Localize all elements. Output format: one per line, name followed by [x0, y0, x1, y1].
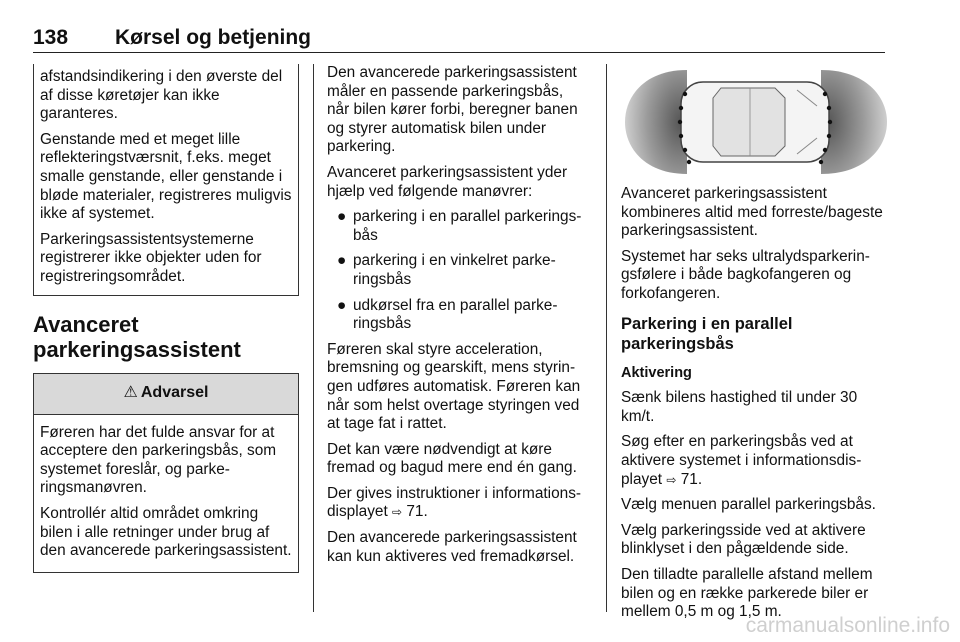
paragraph: Føreren har det fulde ansvar for at acceptere den parkeringsbås, som systemet foreslår, og parkeringsmanøvren.: [40, 423, 277, 497]
list-item-text: parkering i en parallel parkeringsbås: [353, 208, 582, 244]
page-reference[interactable]: 71.: [680, 470, 703, 488]
rear-sensor-zone: [625, 70, 687, 174]
section-title-line: parkeringsassistent: [33, 336, 241, 362]
section-title: [33, 312, 299, 362]
paragraph: Kontrollér altid området omkring bilen i alle retninger under brug af den avancerede parkeringsassistent.: [40, 504, 292, 560]
subsection-title-line: Parkering i en parallel: [621, 314, 793, 333]
page-number: 138: [33, 26, 69, 49]
list-item-text: udkørsel fra en parallel parkeringsbås: [353, 296, 558, 333]
paragraph: Føreren skal styre acceleration, bremsning og gearskift, mens styringen udføres automatisk. Føreren kan når som helst overtage styringen ved at tage fat i rattet.: [327, 340, 581, 433]
list-item-text: parkering i en vinkelret parkeringsbås: [353, 252, 556, 288]
car-roof-icon: [713, 88, 785, 156]
paragraph: Det kan være nødvendigt at køre fremad og bagud mere end én gang.: [327, 440, 577, 477]
paragraph: Avanceret parkeringsassistent kombineres altid med forreste/bageste parkeringsassistent.: [621, 185, 883, 240]
note-box: [33, 64, 299, 296]
paragraph: Genstande med et meget lille reflekteringstværsnit, f.eks. meget smalle genstande, eller genstande i bløde materialer, registreres muligvis ikke af systemet.: [40, 130, 292, 223]
warning-header: [34, 374, 298, 415]
paragraph: Vælg parkeringsside ved at aktivere blinklyset i den pågældende side.: [621, 521, 866, 558]
paragraph-text: Der gives instruktioner i informationsdisplayet: [327, 484, 582, 521]
parking-sensor-figure: [625, 66, 887, 178]
paragraph: [621, 433, 889, 489]
warning-body: [34, 415, 298, 572]
bullet-icon: ●: [337, 296, 347, 314]
paragraph: [327, 485, 589, 522]
paragraph: afstandsindikering i den øverste del af disse køretøjer kan ikke garanteres.: [40, 68, 283, 123]
page-reference[interactable]: 71.: [406, 503, 428, 521]
chapter-title: Kørsel og betjening: [115, 26, 312, 49]
subsection-title-line: parkeringsbås: [621, 334, 734, 353]
page-header: [33, 26, 885, 53]
bullet-icon: ●: [337, 252, 347, 270]
subheading: Aktivering: [621, 364, 692, 381]
column-divider: [313, 64, 314, 612]
column-divider: [606, 64, 607, 612]
warning-box: [33, 373, 299, 573]
column-left: [33, 64, 299, 573]
paragraph: Systemet har seks ultralydsparkeringsfølere i både bagkofangeren og forkofangeren.: [621, 247, 870, 302]
paragraph: Den avancerede parkeringsassistent kan kun aktiveres ved fremadkørsel.: [327, 529, 577, 565]
paragraph: Den tilladte parallelle afstand mellem bilen og en række parkerede biler er mellem 0,5 m og 1,5 m.: [621, 565, 873, 621]
warning-title: Advarsel: [140, 384, 209, 402]
section-title-line: Avanceret: [33, 311, 139, 337]
paragraph-text: Søg efter en parkeringsbås ved at aktivere systemet i informationsdisplayet: [621, 433, 862, 488]
paragraph: Sænk bilens hastighed til under 30 km/t.: [621, 389, 858, 425]
list-item: [327, 208, 589, 245]
warning-icon: ⚠: [123, 384, 138, 402]
paragraph: Parkeringsassistentsystemerne registrerer ikke objekter uden for registreringsområdet.: [40, 230, 262, 285]
paragraph: Vælg menuen parallel parkeringsbås.: [621, 496, 876, 514]
bullet-icon: ●: [337, 208, 347, 226]
list-item: [327, 297, 589, 334]
subsection-title: [621, 314, 889, 354]
watermark: carmanualsonline.info: [745, 614, 950, 637]
column-middle: [327, 64, 589, 573]
list-item: [327, 252, 589, 289]
column-right: [621, 185, 889, 629]
page-reference-icon: ⇨: [392, 505, 403, 520]
paragraph: Den avancerede parkeringsassistent måler en passende parkeringsbås, når bilen kører forbi, beregner banen og styrer automatisk bilen under parkering.: [327, 64, 578, 156]
page-reference-icon: ⇨: [666, 472, 677, 487]
paragraph: Avanceret parkeringsassistent yder hjælp ved følgende manøvrer:: [327, 163, 568, 200]
